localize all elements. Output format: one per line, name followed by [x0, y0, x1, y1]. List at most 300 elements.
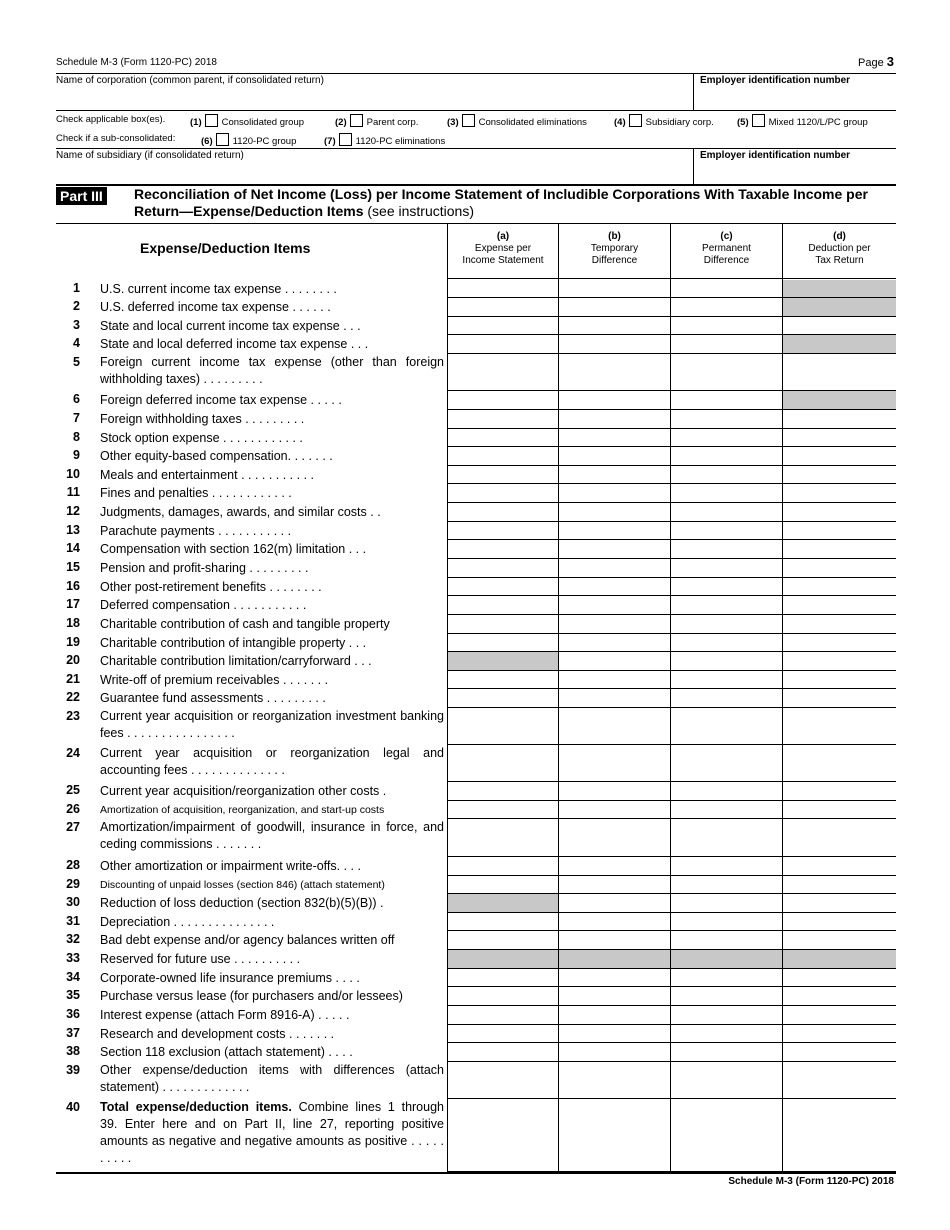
column-a-header: (a) Expense per Income Statement [462, 231, 544, 266]
amount-cell-c[interactable] [670, 1025, 782, 1043]
leader-dots: . . . . . . . . . . [230, 952, 301, 966]
amount-cell-a[interactable] [447, 857, 558, 876]
line-label-text: U.S. deferred income tax expense [100, 300, 289, 314]
amount-cell-a[interactable] [447, 931, 558, 950]
amount-cell-b[interactable] [558, 484, 670, 503]
amount-cell-b[interactable] [558, 466, 670, 484]
line-label-text: Discounting of unpaid losses (section 846) (attach statement) [100, 879, 385, 891]
line-number: 1 [73, 281, 80, 295]
line-label-text: Judgments, damages, awards, and similar costs [100, 505, 367, 519]
line-label-text: Corporate-owned life insurance premiums [100, 971, 333, 985]
ein-label-2: Employer identification number [700, 150, 851, 161]
leader-dots: . . . . . . . [287, 449, 333, 463]
leader-dots: . . . [345, 542, 367, 556]
line-label [100, 448, 444, 465]
line-label-text: Purchase versus lease (for purchasers and/or lessees) [100, 989, 403, 1003]
amount-cell-b[interactable] [558, 317, 670, 335]
amount-cell-c[interactable] [670, 280, 782, 298]
amount-cell-b[interactable] [558, 671, 670, 689]
amount-cell-c[interactable] [670, 1043, 782, 1062]
amount-cell-d[interactable] [782, 931, 896, 950]
line-number: 7 [73, 411, 80, 425]
amount-cell-d[interactable] [782, 429, 896, 447]
amount-cell-a[interactable] [447, 801, 558, 819]
line-number: 33 [66, 951, 80, 965]
amount-cell-c[interactable] [670, 429, 782, 447]
amount-cell-a[interactable] [447, 913, 558, 931]
line-label-text: Research and development costs [100, 1027, 286, 1041]
amount-cell-b[interactable] [558, 801, 670, 819]
line-label-text: Current year acquisition or reorganization legal and accounting fees [100, 746, 444, 777]
leader-dots: . . . . . [307, 393, 342, 407]
leader-dots: . . . . . . . . . . . [214, 524, 292, 538]
line-label-text: Foreign withholding taxes [100, 412, 242, 426]
amount-cell-a[interactable] [447, 987, 558, 1006]
option-consolidated-eliminations[interactable]: (3) Consolidated eliminations [447, 114, 587, 128]
amount-cell-b[interactable] [558, 745, 670, 782]
line-number: 37 [66, 1026, 80, 1040]
amount-cell-a[interactable] [447, 1043, 558, 1062]
amount-cell-c[interactable] [670, 913, 782, 931]
amount-cell-b[interactable] [558, 615, 670, 634]
amount-cell-a[interactable] [447, 447, 558, 466]
amount-cell-a[interactable] [447, 466, 558, 484]
option-subsidiary-corp[interactable]: (4) Subsidiary corp. [614, 114, 714, 128]
line-number: 30 [66, 895, 80, 909]
leader-dots: . . . . . . . [279, 673, 329, 687]
amount-cell-c[interactable] [670, 484, 782, 503]
amount-cell-a[interactable] [447, 391, 558, 410]
option-consolidated-group[interactable]: (1) Consolidated group [190, 114, 304, 128]
line-label-text: Bad debt expense and/or agency balances written off [100, 933, 395, 947]
amount-cell-a[interactable] [447, 429, 558, 447]
line-label [100, 318, 444, 335]
leader-dots: . . . . [336, 859, 361, 873]
line-label [100, 616, 444, 633]
checkbox-consolidated-eliminations[interactable] [462, 114, 475, 127]
leader-dots: . [379, 784, 387, 798]
checkbox-subsidiary-corp[interactable] [629, 114, 642, 127]
amount-cell-c[interactable] [670, 689, 782, 708]
amount-cell-b[interactable] [558, 391, 670, 410]
leader-dots: . . . . . . . . . . . . . . . [170, 915, 275, 929]
amount-cell-b[interactable] [558, 335, 670, 354]
amount-cell-a[interactable] [447, 876, 558, 894]
line-number: 31 [66, 914, 80, 928]
checkbox-parent-corp[interactable] [350, 114, 363, 127]
amount-cell-b[interactable] [558, 987, 670, 1006]
amount-cell-b[interactable] [558, 354, 670, 391]
line-label-text: Other expense/deduction items with differences (attach statement) [100, 1063, 444, 1094]
line-label [100, 299, 444, 316]
amount-cell-c[interactable] [670, 745, 782, 782]
amount-cell-a[interactable] [447, 745, 558, 782]
page-label: Page [858, 57, 884, 69]
amount-cell-b[interactable] [558, 410, 670, 429]
line-label-text: Foreign deferred income tax expense [100, 393, 308, 407]
amount-cell-a[interactable] [447, 410, 558, 429]
amount-cell-c[interactable] [670, 466, 782, 484]
form-id: Schedule M-3 (Form 1120-PC) 2018 [56, 57, 217, 68]
amount-cell-c[interactable] [670, 894, 782, 913]
amount-cell-a[interactable] [447, 484, 558, 503]
line-number: 3 [73, 318, 80, 332]
leader-dots: . . . [350, 654, 372, 668]
line-label [100, 690, 444, 707]
amount-cell-c[interactable] [670, 596, 782, 615]
leader-dots: . . . . . . . [285, 1027, 335, 1041]
amount-cell-c[interactable] [670, 298, 782, 317]
amount-cell-d[interactable] [782, 708, 896, 745]
leader-dots: . . . . . . . . . . . . [219, 431, 303, 445]
amount-cell-b[interactable] [558, 689, 670, 708]
amount-cell-c[interactable] [670, 969, 782, 987]
line-label [100, 653, 444, 670]
amount-cell-b[interactable] [558, 298, 670, 317]
column-b-header: (b) Temporary Difference [590, 231, 639, 266]
amount-cell-d[interactable] [782, 801, 896, 819]
amount-cell-c[interactable] [670, 634, 782, 652]
amount-cell-d[interactable] [782, 987, 896, 1006]
line-number: 27 [66, 820, 80, 834]
line-label-text: Depreciation [100, 915, 171, 929]
line-label [100, 877, 444, 894]
amount-cell-b[interactable] [558, 280, 670, 298]
amount-cell-d[interactable] [782, 913, 896, 931]
leader-dots: . . . . . . . . . [241, 412, 305, 426]
line-label-text: State and local deferred income tax expense [100, 337, 348, 351]
column-c-header: (c) Permanent Difference [702, 231, 751, 266]
line-label [100, 708, 444, 742]
amount-cell-b[interactable] [558, 559, 670, 578]
amount-cell-b[interactable] [558, 652, 670, 671]
line-label-text: Pension and profit-sharing [100, 561, 246, 575]
line-label-text: Combine lines 1 through 39. Enter here and on Part II, line 27, reporting positive amounts as negative and negative amounts as positive [100, 1100, 444, 1148]
line-label-text: Section 118 exclusion (attach statement) [100, 1045, 325, 1059]
amount-cell-b[interactable] [558, 578, 670, 596]
amount-cell-d[interactable] [782, 317, 896, 335]
leader-dots: . . . . . . . . [266, 580, 322, 594]
amount-cell-d[interactable] [782, 1043, 896, 1062]
leader-dots: . . . . . . . . . . . . . . . . [123, 726, 235, 740]
amount-cell-b[interactable] [558, 1006, 670, 1025]
amount-cell-b[interactable] [558, 447, 670, 466]
amount-cell-d[interactable] [782, 689, 896, 708]
line-label [100, 523, 444, 540]
amount-cell-a[interactable] [447, 671, 558, 689]
amount-cell-a[interactable] [447, 596, 558, 615]
amount-cell-d[interactable] [782, 354, 896, 391]
line-label [100, 354, 444, 388]
amount-cell-c[interactable] [670, 1006, 782, 1025]
line-number: 14 [66, 541, 80, 555]
amount-cell-b[interactable] [558, 429, 670, 447]
amount-cell-b[interactable] [558, 1062, 670, 1099]
amount-cell-a[interactable] [447, 782, 558, 801]
amount-cell-c[interactable] [670, 708, 782, 745]
line-number: 16 [66, 579, 80, 593]
amount-cell-d[interactable] [782, 578, 896, 596]
amount-cell-a[interactable] [447, 1099, 558, 1172]
amount-cell-a[interactable] [447, 1062, 558, 1099]
amount-cell-c[interactable] [670, 410, 782, 429]
line-label [100, 560, 444, 577]
line-number: 24 [66, 746, 80, 760]
amount-cell-a[interactable] [447, 1025, 558, 1043]
line-label [100, 1026, 444, 1043]
line-label [100, 281, 444, 298]
line-number: 35 [66, 988, 80, 1002]
amount-cell-b[interactable] [558, 913, 670, 931]
amount-cell-c[interactable] [670, 876, 782, 894]
leader-dots: . . . . . . . . . . . [229, 598, 307, 612]
line-number: 39 [66, 1063, 80, 1077]
amount-cell-a[interactable] [447, 317, 558, 335]
line-label-text: Charitable contribution of intangible property [100, 636, 346, 650]
amount-cell-c[interactable] [670, 559, 782, 578]
amount-cell-d[interactable] [782, 745, 896, 782]
amount-cell-a[interactable] [447, 335, 558, 354]
amount-cell-b[interactable] [558, 819, 670, 857]
line-label [100, 430, 444, 447]
line-label-text: U.S. current income tax expense [100, 282, 282, 296]
amount-cell-b [558, 950, 670, 969]
line-label [100, 932, 444, 949]
leader-dots: . . . [347, 337, 369, 351]
amount-cell-b[interactable] [558, 782, 670, 801]
amount-cell-b[interactable] [558, 857, 670, 876]
amount-cell-b[interactable] [558, 931, 670, 950]
amount-cell-b[interactable] [558, 522, 670, 540]
leader-dots: . . . . . . . . . [263, 691, 326, 705]
checkbox-mixed-group[interactable] [752, 114, 765, 127]
line-label-text: Stock option expense [100, 431, 220, 445]
checkbox-1120pc-eliminations[interactable] [339, 133, 352, 146]
leader-dots: . . . . . . [289, 300, 331, 314]
amount-cell-a[interactable] [447, 503, 558, 522]
option-mixed-group[interactable]: (5) Mixed 1120/L/PC group [737, 114, 868, 128]
check-label: Check applicable box(es). [56, 114, 166, 125]
amount-cell-a[interactable] [447, 540, 558, 559]
amount-cell-c[interactable] [670, 671, 782, 689]
leader-dots: . . . . . . . . . . . . [208, 486, 292, 500]
line-number: 2 [73, 299, 80, 313]
amount-cell-d[interactable] [782, 671, 896, 689]
amount-cell-b[interactable] [558, 503, 670, 522]
line-number: 40 [66, 1100, 80, 1114]
amount-cell-c[interactable] [670, 801, 782, 819]
line-label [100, 392, 444, 409]
option-1120pc-eliminations[interactable]: (7) 1120-PC eliminations [324, 133, 445, 147]
amount-cell-d[interactable] [782, 540, 896, 559]
amount-cell-b[interactable] [558, 540, 670, 559]
leader-dots: . . . [339, 319, 361, 333]
line-label-text: Guarantee fund assessments [100, 691, 264, 705]
line-label [100, 858, 444, 875]
line-label [100, 1007, 444, 1024]
line-number: 4 [73, 336, 80, 350]
amount-cell-d[interactable] [782, 466, 896, 484]
line-number: 8 [73, 430, 80, 444]
corp-name-label: Name of corporation (common parent, if consolidated return) [56, 75, 324, 86]
amount-cell-d[interactable] [782, 634, 896, 652]
line-label-text: Charitable contribution of cash and tangible property [100, 617, 390, 631]
amount-cell-a[interactable] [447, 280, 558, 298]
amount-cell-c[interactable] [670, 354, 782, 391]
leader-dots: . . . . . . . . . . . . . [159, 1080, 250, 1094]
line-label [100, 988, 444, 1005]
footer-form-id: Schedule M-3 (Form 1120-PC) 2018 [728, 1176, 894, 1187]
leader-dots: . . [366, 505, 381, 519]
check-applicable-row [56, 114, 896, 130]
amount-cell-d[interactable] [782, 1099, 896, 1172]
line-label-text: Charitable contribution limitation/carryforward [100, 654, 351, 668]
amount-cell-d[interactable] [782, 410, 896, 429]
amount-cell-c[interactable] [670, 391, 782, 410]
line-number: 11 [66, 485, 80, 499]
amount-cell-c [670, 950, 782, 969]
amount-cell-c[interactable] [670, 652, 782, 671]
amount-cell-d[interactable] [782, 782, 896, 801]
part-title: Reconciliation of Net Income (Loss) per Income Statement of Includible Corporations With Taxable Income per Return—Expense/Deduction Items (see instructions) [134, 186, 868, 219]
amount-cell-d[interactable] [782, 522, 896, 540]
amount-cell-c[interactable] [670, 987, 782, 1006]
amount-cell-b[interactable] [558, 708, 670, 745]
line-number: 34 [66, 970, 80, 984]
line-label [100, 914, 444, 931]
line-label-text: Current year acquisition/reorganization other costs [100, 784, 380, 798]
amount-cell-a[interactable] [447, 559, 558, 578]
amount-cell-b[interactable] [558, 596, 670, 615]
line-label-text: Amortization of acquisition, reorganization, and start-up costs [100, 804, 385, 816]
sub-consolidated-row [56, 133, 896, 149]
page-number: 3 [886, 54, 894, 69]
amount-cell-d[interactable] [782, 596, 896, 615]
amount-cell-a[interactable] [447, 354, 558, 391]
amount-cell-c[interactable] [670, 782, 782, 801]
amount-cell-c[interactable] [670, 931, 782, 950]
amount-cell-a[interactable] [447, 689, 558, 708]
amount-cell-c[interactable] [670, 522, 782, 540]
amount-cell-d[interactable] [782, 969, 896, 987]
checkbox-consolidated-group[interactable] [205, 114, 218, 127]
amount-cell-d[interactable] [782, 484, 896, 503]
amount-cell-a[interactable] [447, 1006, 558, 1025]
amount-cell-a[interactable] [447, 969, 558, 987]
amount-cell-a [447, 894, 558, 913]
amount-cell-c[interactable] [670, 819, 782, 857]
amount-cell-d[interactable] [782, 819, 896, 857]
amount-cell-d[interactable] [782, 876, 896, 894]
amount-cell-d[interactable] [782, 857, 896, 876]
amount-cell-a[interactable] [447, 615, 558, 634]
line-label [100, 672, 444, 689]
line-number: 38 [66, 1044, 80, 1058]
leader-dots: . . . . . . . . . . [100, 1134, 444, 1165]
amount-cell-c[interactable] [670, 503, 782, 522]
amount-cell-d[interactable] [782, 1025, 896, 1043]
amount-cell-d[interactable] [782, 1062, 896, 1099]
amount-cell-c[interactable] [670, 578, 782, 596]
amount-cell-d[interactable] [782, 503, 896, 522]
line-label [100, 336, 444, 353]
line-label-text: Interest expense (attach Form 8916-A) [100, 1008, 315, 1022]
amount-cell-c[interactable] [670, 857, 782, 876]
amount-cell-c[interactable] [670, 447, 782, 466]
option-parent-corp[interactable]: (2) Parent corp. [335, 114, 418, 128]
line-label [100, 579, 444, 596]
amount-cell-b[interactable] [558, 876, 670, 894]
option-1120pc-group[interactable]: (6) 1120-PC group [201, 133, 296, 147]
amount-cell-c[interactable] [670, 1062, 782, 1099]
amount-cell-a[interactable] [447, 298, 558, 317]
amount-cell-c[interactable] [670, 615, 782, 634]
amount-cell-d[interactable] [782, 894, 896, 913]
line-label-text: Reduction of loss deduction (section 832(b)(5)(B)) [100, 896, 377, 910]
amount-cell-b[interactable] [558, 1099, 670, 1172]
page-indicator [858, 54, 894, 69]
line-number: 21 [66, 672, 80, 686]
line-label [100, 951, 444, 968]
amount-cell-a[interactable] [447, 634, 558, 652]
checkbox-1120pc-group[interactable] [216, 133, 229, 146]
amount-cell-b[interactable] [558, 894, 670, 913]
line-number: 5 [73, 355, 80, 369]
leader-dots: . . . . . . . . . [245, 561, 309, 575]
amount-cell-d[interactable] [782, 615, 896, 634]
amount-cell-c[interactable] [670, 540, 782, 559]
line-number: 32 [66, 932, 80, 946]
amount-cell-a [447, 652, 558, 671]
leader-dots: . . . . . . . . . . . [237, 468, 314, 482]
line-number: 10 [66, 467, 80, 481]
line-label-text: State and local current income tax expense [100, 319, 340, 333]
amount-cell-b[interactable] [558, 1043, 670, 1062]
line-number: 9 [73, 448, 80, 462]
line-label [100, 411, 444, 428]
line-label [100, 467, 444, 484]
line-label-text: Write-off of premium receivables [100, 673, 280, 687]
leader-dots: . . . . . . . . . [200, 372, 263, 386]
leader-dots: . . . . . . . . [281, 282, 337, 296]
amount-cell-b[interactable] [558, 634, 670, 652]
amount-cell-c[interactable] [670, 1099, 782, 1172]
line-label [100, 895, 444, 912]
amount-cell-a[interactable] [447, 578, 558, 596]
amount-cell-a[interactable] [447, 522, 558, 540]
amount-cell-a[interactable] [447, 708, 558, 745]
line-label-text: Other equity-based compensation [100, 449, 288, 463]
leader-dots: . [376, 896, 384, 910]
line-number: 28 [66, 858, 80, 872]
amount-cell-c[interactable] [670, 335, 782, 354]
amount-cell-d[interactable] [782, 1006, 896, 1025]
amount-cell-d[interactable] [782, 559, 896, 578]
line-label [100, 504, 444, 521]
line-label-bold: Total expense/deduction items. [100, 1100, 292, 1114]
line-label [100, 635, 444, 652]
line-label-text: Fines and penalties [100, 486, 209, 500]
amount-cell-d[interactable] [782, 652, 896, 671]
amount-cell-b[interactable] [558, 1025, 670, 1043]
amount-cell-c[interactable] [670, 317, 782, 335]
subsidiary-name-label: Name of subsidiary (if consolidated return) [56, 150, 244, 161]
amount-cell-b[interactable] [558, 969, 670, 987]
amount-cell-a[interactable] [447, 819, 558, 857]
line-label-text: Deferred compensation [100, 598, 230, 612]
amount-cell-d [782, 391, 896, 410]
amount-cell-d[interactable] [782, 447, 896, 466]
